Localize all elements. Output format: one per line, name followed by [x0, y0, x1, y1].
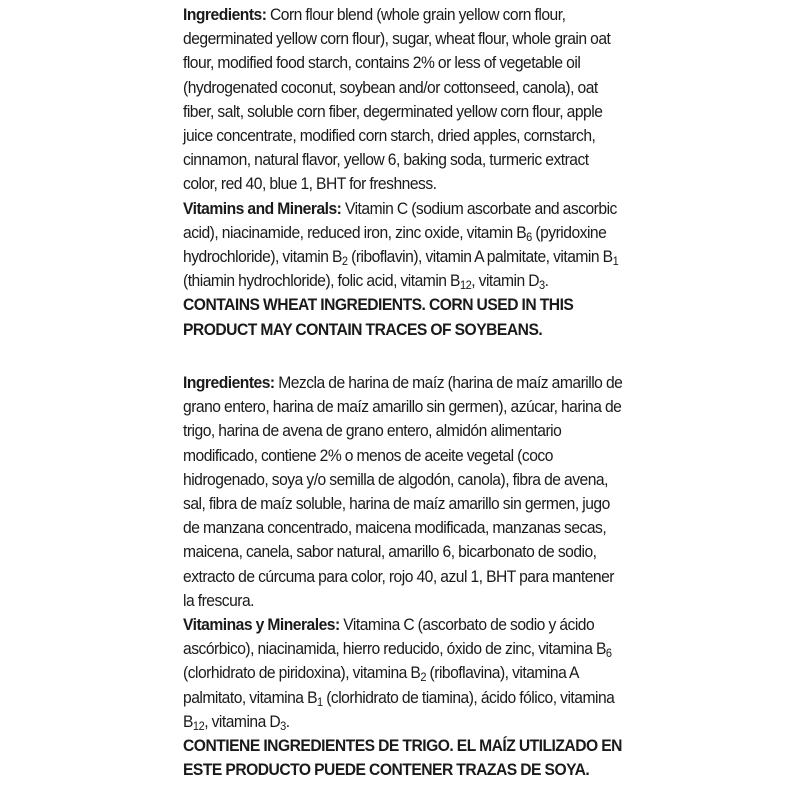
vitamins-paragraph [183, 197, 623, 294]
ingredients-paragraph [183, 3, 623, 197]
ingredients-text: Corn flour blend (whole grain yellow corn flour, degerminated yellow corn flour), sugar, wheat flour, whole grain oat flour, modified food starch, contains 2% or less of vegetable oil (hydrogenated coconut, soybean and/or cottonseed, canola), oat fiber, salt, soluble corn fiber, degerminated yellow corn flour, apple juice concentrate, modified corn starch, dried apples, cornstarch, cinnamon, natural flavor, yellow 6, baking soda, turmeric extract color, red 40, blue 1, BHT for freshness. [183, 5, 611, 194]
ingredients-heading: Ingredients: [183, 5, 267, 24]
vitamins-text: Vitamin C (sodium ascorbate and ascorbic acid), niacinamide, reduced iron, zinc oxide, vitamin $B_6$ (pyridoxine hydrochloride), vitamin $B_2$ (riboflavin), vitamin A palmitate, vitamin $B_1$ (thiamin hydrochloride), folic acid, vitamin $B_{12}$, vitamin $D_3$. [183, 198, 619, 293]
vitaminas-heading: Vitaminas y Minerales: [183, 615, 340, 635]
allergen-warning: CONTAINS WHEAT INGREDIENTS. CORN USED IN THIS PRODUCT MAY CONTAIN TRACES OF SOYBEANS. [183, 295, 574, 339]
vitaminas-paragraph [183, 613, 623, 734]
ingredientes-text: Mezcla de harina de maíz (harina de maíz amarillo de grano entero, harina de maíz amarillo sin germen), azúcar, harina de trigo, harina de avena de grano entero, almidón alimentario modificado, contiene 2% o menos de aceite vegetal (coco hidrogenado, soya y/o semilla de algodón, canola), fibra de avena, sal, fibra de maíz soluble, harina de maíz amarillo sin germen, jugo de manzana concentrado, maicena modificada, manzanas secas, maicena, canela, sabor natural, amarillo 6, bicarbonato de sodio, extracto de cúrcuma para color, rojo 40, azul 1, BHT para mantener la frescura. [183, 373, 623, 610]
english-ingredients-panel [183, 3, 619, 342]
ingredientes-heading: Ingredientes: [183, 373, 275, 392]
vitamins-heading: Vitamins and Minerals: [183, 198, 342, 218]
vitaminas-text: Vitamina C (ascorbato de sodio y ácido ascórbico), niacinamida, hierro reducido, óxido de zinc, vitamina $B_6$ (clorhidrato de piridoxina), vitamina $B_2$ (riboflavina), vitamina A palmitato, vitamina $B_1$ (clorhidrato de tiamina), ácido fólico, vitamina $B_{12}$, vitamina $D_3$. [183, 615, 615, 733]
alergeno-warning: CONTIENE INGREDIENTES DE TRIGO. EL MAÍZ UTILIZADO EN ESTE PRODUCTO PUEDE CONTENER TRAZAS DE SOYA. [183, 736, 622, 780]
ingredientes-paragraph [183, 371, 623, 613]
spanish-ingredients-panel [183, 371, 623, 782]
